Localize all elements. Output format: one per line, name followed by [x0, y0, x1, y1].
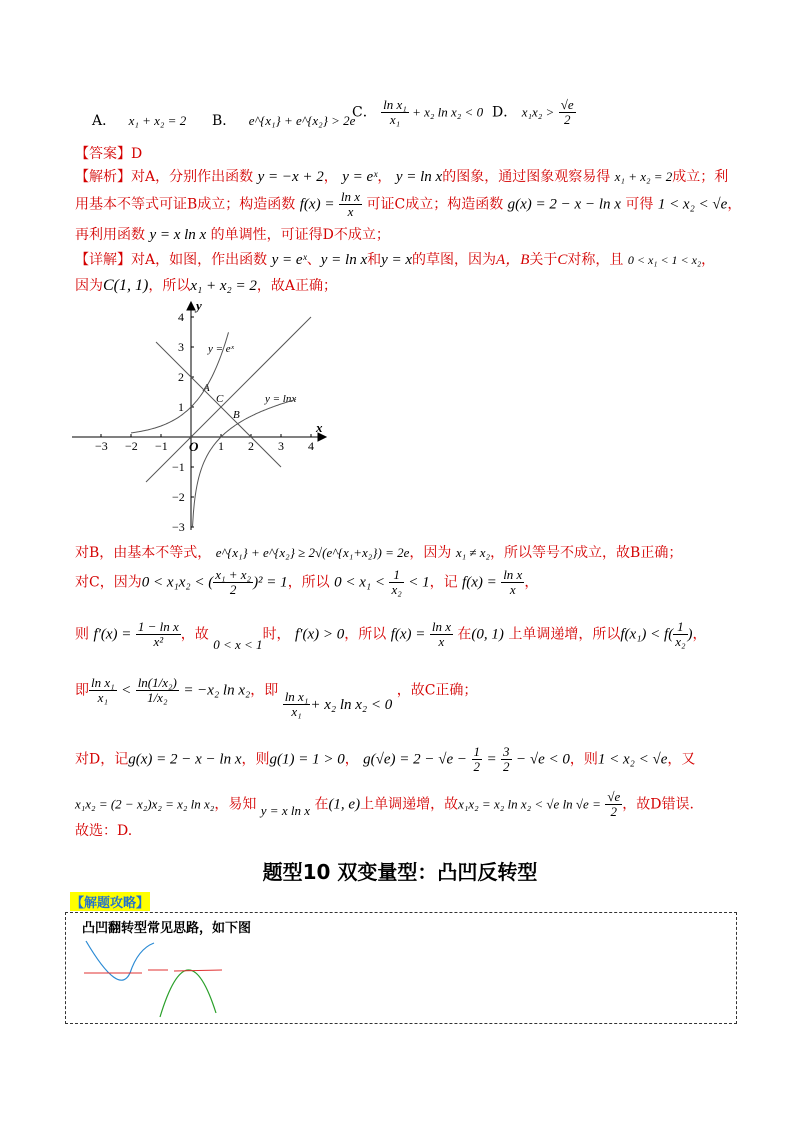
option-c [352, 98, 483, 127]
option-d-left: x₁x₂ > [521, 104, 555, 120]
analysis-line-3 [75, 224, 390, 244]
part-c-text: ，即 [250, 682, 279, 699]
option-c-label: C． [352, 104, 377, 121]
analysis-text: 可证C成立；构造函数 [366, 196, 504, 213]
convex-curve [86, 941, 154, 980]
origin-label: O [189, 439, 199, 454]
option-b-label: B． [212, 113, 237, 129]
math-frac: $\frac{√e}{2}$ [607, 789, 621, 819]
part-c-text: 对C，因为 [75, 574, 142, 591]
option-a-label: A． [92, 113, 117, 129]
math-frac: $\frac{1}{\text{x₂}}$ [675, 619, 686, 649]
answer-value: D [131, 146, 143, 162]
detail-line-2 [75, 275, 337, 295]
option-d-frac: $\frac{√e}{2}$ [560, 97, 574, 127]
analysis-text: 成立；利 [672, 169, 729, 185]
math-expr: (0, 1) [471, 626, 504, 643]
tip-box-text: 凸凹翻转型常见思路，如下图 [82, 921, 252, 936]
math-frac: $\frac{\text{ln x}}{x}$ [340, 189, 361, 219]
part-c-text: 即 [75, 682, 89, 699]
math-expr: C [557, 252, 568, 268]
math-expr: x₁x₂ = (2 − x₂)x₂ = x₂ ln x₂ [75, 796, 215, 812]
x-tick-label: 1 [218, 439, 224, 453]
math-expr: y = −x + 2 [257, 169, 324, 185]
math-expr: y = x ln x [260, 802, 310, 818]
part-c-line-2 [75, 619, 707, 652]
math-expr: 0 < x₁x₂ < ( [141, 574, 214, 591]
part-c-text: 上单调递增，所以 [508, 626, 621, 643]
part-d-text: ，又 [667, 751, 696, 768]
math-expr: f(x) = [299, 196, 335, 213]
answer-line [75, 143, 142, 163]
x-axis-label: x [316, 420, 323, 435]
math-frac: $\frac{1}{\text{x₂}}$ [391, 567, 402, 597]
ln-curve-label: y = lnx [265, 393, 297, 405]
math-expr: y = ln x [395, 169, 443, 185]
part-d-text: ，则 [569, 751, 598, 768]
detail-text: 对称，且 [567, 252, 624, 268]
option-a [92, 110, 186, 130]
math-expr: + x₂ ln x₂ < 0 [310, 696, 393, 713]
math-expr: e^{x₁} + e^{x₂} ≥ 2√(e^{x₁+x₂}) = 2e [215, 545, 410, 560]
option-a-expr: x₁ + x₂ = 2 [128, 113, 187, 128]
x-tick-label: 4 [308, 439, 314, 453]
part-d-text: ，易知 [214, 796, 257, 813]
option-d-label: D． [492, 104, 518, 121]
analysis-text: 的单调性，可证得D不成立； [210, 227, 390, 243]
math-expr: (1, e) [328, 796, 361, 813]
math-expr: < 1 [408, 574, 430, 591]
detail-tag: 【详解】 [75, 252, 131, 268]
concave-curve [160, 970, 216, 1017]
math-frac: $\frac{\text{ln x₁}}{\text{x₁}}$ [284, 689, 309, 719]
detail-text: 关于 [529, 252, 558, 268]
math-expr: f′(x) > 0 [295, 626, 345, 643]
part-c-text: 在 [457, 626, 472, 643]
math-expr: C(1, 1) [103, 277, 149, 294]
part-d-line-2 [75, 790, 694, 819]
math-frac: $\frac{\text{ln x₁}}{\text{x₁}}$ [91, 675, 115, 705]
detail-text: ，故A正确； [256, 278, 337, 294]
math-expr: f(x) = [462, 574, 497, 591]
y-tick-label: 1 [178, 400, 184, 414]
math-expr: x₁x₂ = x₂ ln x₂ < √e ln √e = [458, 796, 601, 812]
math-frac: $\frac{\text{ln x}}{x}$ [431, 619, 451, 649]
part-b-text: ，所以等号不成立，故B正确； [490, 545, 683, 561]
point-c-label: C [216, 393, 224, 405]
math-expr: y = x ln x [149, 227, 207, 243]
y-tick-label: 2 [178, 370, 184, 384]
option-d [492, 98, 576, 127]
part-c-text: 则 [75, 626, 89, 643]
part-b-text: ，因为 [409, 545, 452, 561]
math-expr: 1 < x₂ < √e [657, 196, 728, 213]
math-expr: y = ln x [320, 252, 368, 268]
part-d-line-1 [75, 745, 695, 774]
concave-tangent-line [174, 970, 222, 971]
math-expr: x₁ ≠ x₂ [455, 545, 491, 560]
part-c-text: ， [524, 574, 539, 591]
detail-text: 和 [367, 252, 382, 268]
x-tick-label: −1 [155, 439, 168, 453]
math-expr: g(x) = 2 − x − ln x [507, 196, 621, 213]
x-tick-label: 3 [278, 439, 284, 453]
y-axis-arrow-icon [187, 302, 195, 310]
math-expr: 1 < x₂ < √e [597, 751, 668, 768]
math-expr: x₁ + x₂ = 2 [614, 169, 673, 184]
y-tick-label: 4 [178, 310, 184, 324]
part-d-conclusion: 故选：D. [75, 823, 133, 839]
math-frac: $\frac{1}{2}$ [473, 744, 481, 774]
point-a-label: A [203, 382, 210, 394]
option-c-frac: $\frac{\text{ln x₁}}{\text{x₁}}$ [383, 97, 407, 127]
part-c-text: ，所以 [344, 626, 387, 643]
math-expr: g(1) = 1 > 0 [269, 751, 345, 768]
answer-tag: 【答案】 [75, 146, 131, 162]
part-c-text: ，故C正确； [396, 682, 478, 699]
math-frac: $\frac{\text{ln x}}{x}$ [503, 567, 523, 597]
math-expr: y = x [381, 252, 413, 268]
analysis-tag: 【解析】 [75, 169, 131, 185]
x-tick-label: −3 [95, 439, 108, 453]
part-d-text: 对D，记 [75, 751, 129, 768]
math-expr: 0 < x < 1 [213, 636, 263, 652]
part-d-text: 在 [314, 796, 329, 813]
part-d-text: ，故D错误. [622, 796, 694, 813]
math-frac: $\frac{\text{1 − ln x}}{\text{x²}}$ [137, 619, 179, 649]
analysis-text: 对A，分别作出函数 [131, 169, 254, 185]
option-c-rest: + x₂ ln x₂ < 0 [408, 104, 484, 120]
section-title: 题型10 双变量型：凸凹反转型 [262, 860, 538, 884]
analysis-line-1 [75, 166, 728, 186]
math-expr: A，B [496, 252, 530, 268]
detail-text: 对A，如图，作出函数 [131, 252, 268, 268]
detail-text: ，所以 [148, 278, 191, 294]
detail-text: 的草图，因为 [412, 252, 497, 268]
analysis-text: ， [727, 196, 742, 213]
math-expr: = [486, 751, 497, 768]
analysis-text: 的图象，通过图象观察易得 [442, 169, 611, 185]
part-d-text: 上单调递增，故 [360, 796, 459, 813]
analysis-text: ， [323, 169, 338, 185]
math-expr: y = eˣ [342, 169, 378, 185]
math-expr: < [121, 682, 132, 699]
part-c-text: ，所以 [287, 574, 330, 591]
math-frac: $\frac{\text{ln(1/x₂)}}{\text{1/x₂}}$ [137, 675, 177, 705]
y-tick-label: −1 [172, 460, 185, 474]
analysis-line-2 [75, 190, 741, 219]
part-c-line-1 [75, 568, 538, 597]
analysis-text: ， [377, 169, 392, 185]
math-expr: g(√e) = 2 − √e − [363, 751, 468, 768]
part-b-text: 对B，由基本不等式， [75, 545, 212, 561]
detail-line-1 [75, 248, 715, 269]
math-expr: − √e < 0 [516, 751, 570, 768]
analysis-text: 再利用函数 [75, 227, 145, 243]
math-expr: 0 < x₁ < 1 < x₂ [627, 253, 702, 267]
ln-curve [193, 399, 297, 527]
math-expr: ) [687, 626, 693, 643]
y-tick-label: −3 [172, 520, 185, 534]
part-c-text: 时， [262, 626, 291, 643]
part-d-text: ，则 [241, 751, 270, 768]
part-d-text: ， [344, 751, 359, 768]
math-expr: 0 < x₁ < [334, 574, 386, 591]
tip-tag: 【解题攻略】 [70, 892, 150, 911]
x-tick-label: 2 [248, 439, 254, 453]
math-expr: = −x₂ ln x₂ [183, 682, 251, 699]
option-b [212, 110, 355, 130]
y-tick-label: 3 [178, 340, 184, 354]
math-expr: y = eˣ [271, 252, 307, 268]
part-c-text: ，故 [180, 626, 209, 643]
y-tick-label: −2 [172, 490, 185, 504]
math-expr: f′(x) = [93, 626, 132, 643]
detail-text: 、 [306, 252, 321, 268]
part-c-line-3 [75, 675, 478, 719]
option-b-expr: e^{x₁} + e^{x₂} > 2e [248, 113, 356, 128]
part-c-text: ， [692, 626, 707, 643]
convex-concave-sketch [82, 935, 252, 1021]
math-frac: $\frac{\text{x₁ + x₂}}{2}$ [215, 567, 252, 597]
math-expr: )² = 1 [253, 574, 288, 591]
point-b-label: B [233, 409, 240, 421]
math-expr: f(x) = [390, 626, 426, 643]
function-graph [68, 298, 332, 534]
math-expr: f(x₁) < f( [620, 626, 674, 643]
detail-text: 因为 [75, 278, 103, 294]
exp-curve-label: y = eˣ [208, 343, 234, 355]
math-frac: $\frac{3}{2}$ [503, 744, 510, 774]
y-axis-label: y [196, 298, 202, 313]
detail-text: ， [701, 252, 716, 268]
tip-box [65, 912, 737, 1024]
part-c-text: ，记 [429, 574, 458, 591]
part-b-line [75, 542, 682, 562]
analysis-text: 用基本不等式可证B成立；构造函数 [75, 196, 296, 213]
x-tick-label: −2 [125, 439, 138, 453]
analysis-text: 可得 [625, 196, 654, 213]
math-expr: g(x) = 2 − x − ln x [128, 751, 242, 768]
math-expr: x₁ + x₂ = 2 [190, 278, 257, 294]
